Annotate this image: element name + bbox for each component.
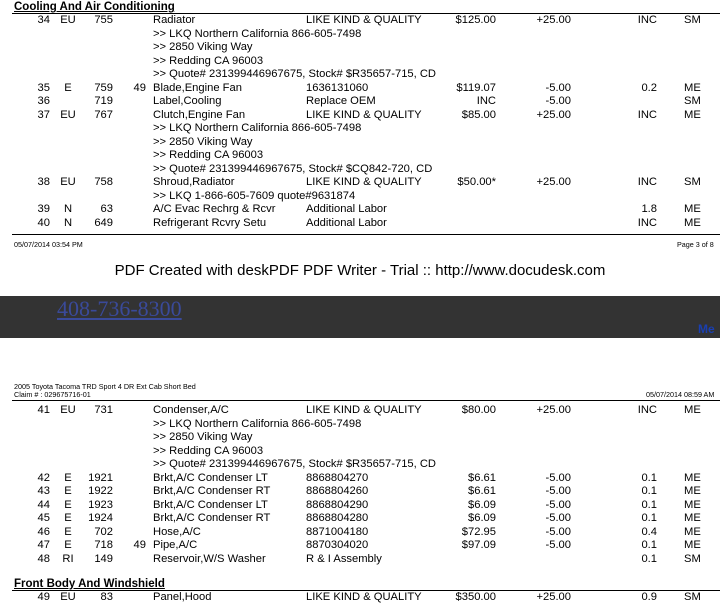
cell-hrs: 0.1 <box>641 471 657 484</box>
cell-adj: -5.00 <box>545 525 571 538</box>
cell-type: ME <box>684 498 701 511</box>
cell-mc: 1924 <box>88 512 113 524</box>
cell-part: R & I Assembly <box>306 552 382 565</box>
estimate-row <box>0 485 720 499</box>
estimate-row <box>0 109 720 123</box>
cell-mc: 63 <box>100 203 113 215</box>
cell-op: EU <box>60 108 76 121</box>
cell-op: EU <box>60 14 76 26</box>
estimate-row <box>0 591 720 605</box>
cell-desc: >> LKQ Northern California 866-605-7498 <box>153 27 362 40</box>
estimate-row <box>0 176 720 190</box>
cell-price: $97.09 <box>461 539 496 551</box>
cell-price: $6.61 <box>468 485 496 497</box>
cell-desc: Hose,A/C <box>153 525 201 538</box>
cell-part: Additional Labor <box>306 216 387 229</box>
cell-adj: +25.00 <box>536 591 571 603</box>
cell-hrs: 1.8 <box>641 203 657 215</box>
cell-part: 8868804290 <box>306 498 369 511</box>
cell-type: SM <box>684 591 701 603</box>
cell-adj: +25.00 <box>536 404 571 416</box>
cell-type: SM <box>684 176 701 188</box>
cell-price: $72.95 <box>461 525 496 538</box>
cell-price: $6.09 <box>468 512 496 524</box>
cell-mc: 83 <box>100 591 113 603</box>
cell-adj: -5.00 <box>545 81 571 94</box>
cell-hrs: 0.1 <box>641 552 657 565</box>
cell-type: ME <box>684 203 701 215</box>
cell-mc: 649 <box>94 216 113 229</box>
cell-adj: +25.00 <box>536 14 571 26</box>
cell-mc: 718 <box>94 539 113 551</box>
section-title-cooling: Cooling And Air Conditioning <box>14 1 175 13</box>
cell-line: 44 <box>37 498 50 511</box>
cell-desc: >> LKQ Northern California 866-605-7498 <box>153 122 362 134</box>
cell-part: 8868804270 <box>306 471 369 484</box>
cell-mc: 1921 <box>88 471 113 484</box>
cell-adj: -5.00 <box>545 95 571 107</box>
cell-hrs: 0.1 <box>641 512 657 524</box>
cell-op: RI <box>62 552 74 565</box>
cell-part: 1636131060 <box>306 81 369 94</box>
cell-mc: 758 <box>94 176 113 188</box>
cell-line: 43 <box>37 485 50 497</box>
cell-part: LIKE KIND & QUALITY <box>306 176 422 188</box>
cell-hrs: 0.1 <box>641 498 657 511</box>
cell-part: Additional Labor <box>306 203 387 215</box>
cell-type: SM <box>684 552 701 565</box>
cell-line: 39 <box>37 203 50 215</box>
cell-price: $6.09 <box>468 498 496 511</box>
cell-hrs: 0.4 <box>641 525 657 538</box>
estimate-row <box>0 203 720 217</box>
estimate-row <box>0 445 720 459</box>
cell-type: ME <box>684 485 701 497</box>
cell-desc: Brkt,A/C Condenser LT <box>153 498 268 511</box>
cell-type: ME <box>684 471 701 484</box>
cell-type: SM <box>684 95 701 107</box>
footer-date: 05/07/2014 03:54 PM <box>14 240 83 249</box>
estimate-row <box>0 458 720 472</box>
cell-line: 46 <box>37 525 50 538</box>
cell-op: E <box>64 485 72 497</box>
estimate-row <box>0 149 720 163</box>
claim-number: Claim # : 029675716-01 <box>14 390 91 399</box>
cell-price: $119.07 <box>456 81 496 94</box>
cell-x: 49 <box>133 539 146 551</box>
estimate-row <box>0 122 720 136</box>
estimate-row <box>0 512 720 526</box>
cell-hrs: INC <box>637 108 657 121</box>
cell-part: 8870304020 <box>306 539 369 551</box>
cell-desc: Brkt,A/C Condenser RT <box>153 485 271 497</box>
estimate-row <box>0 55 720 69</box>
cell-line: 38 <box>37 176 50 188</box>
cell-desc: A/C Evac Rechrg & Rcvr <box>153 203 276 215</box>
cell-op: EU <box>60 176 76 188</box>
cell-type: ME <box>684 539 701 551</box>
estimate-row <box>0 404 720 418</box>
cell-desc: >> 2850 Viking Way <box>153 41 253 53</box>
cell-desc: Radiator <box>153 14 196 26</box>
cell-desc: >> 2850 Viking Way <box>153 135 253 148</box>
footer-page: Page 3 of 8 <box>677 240 714 249</box>
estimate-row <box>0 499 720 513</box>
cell-line: 36 <box>37 95 50 107</box>
cell-adj: -5.00 <box>545 485 571 497</box>
cell-desc: >> Quote# 231399446967675, Stock# $R35657-715, CD <box>153 458 437 470</box>
cell-op: EU <box>60 404 76 416</box>
cell-line: 40 <box>37 216 50 229</box>
cell-part: Replace OEM <box>306 95 376 107</box>
cell-line: 41 <box>37 404 50 416</box>
cell-desc: >> LKQ 1-866-605-7609 quote#9631874 <box>153 189 356 202</box>
cell-hrs: INC <box>637 176 657 188</box>
cell-price: INC <box>476 95 496 107</box>
vehicle-description: 2005 Toyota Tacoma TRD Sport 4 DR Ext Cab Short Bed <box>14 382 196 391</box>
cell-desc: >> 2850 Viking Way <box>153 431 253 443</box>
estimate-row <box>0 14 720 28</box>
cell-desc: Brkt,A/C Condenser RT <box>153 512 271 524</box>
cell-desc: Label,Cooling <box>153 95 222 107</box>
cell-part: LIKE KIND & QUALITY <box>306 591 422 603</box>
cell-desc: Clutch,Engine Fan <box>153 108 246 121</box>
cell-type: SM <box>684 14 701 26</box>
estimate-row <box>0 190 720 204</box>
estimate-row <box>0 28 720 42</box>
footer-rule <box>12 234 720 235</box>
cell-mc: 1923 <box>88 498 113 511</box>
cell-line: 48 <box>37 552 50 565</box>
estimate-row <box>0 431 720 445</box>
cell-line: 34 <box>37 14 50 26</box>
phone-link[interactable]: 408-736-8300 <box>57 296 182 321</box>
cell-desc: >> Redding CA 96003 <box>153 54 264 67</box>
cell-desc: Reservoir,W/S Washer <box>153 552 266 565</box>
cell-line: 47 <box>37 539 50 551</box>
cell-op: N <box>63 203 73 215</box>
estimate-row <box>0 526 720 540</box>
cell-op: N <box>63 216 73 229</box>
cell-price: $50.00* <box>457 176 496 188</box>
estimate-row <box>0 136 720 150</box>
cell-desc: >> Redding CA 96003 <box>153 149 264 161</box>
estimate-row <box>0 217 720 231</box>
estimate-row <box>0 82 720 96</box>
cell-line: 45 <box>37 512 50 524</box>
cell-op: E <box>64 525 72 538</box>
cell-adj: -5.00 <box>545 539 571 551</box>
cell-desc: Refrigerant Rcvry Setu <box>153 216 267 229</box>
cell-part: LIKE KIND & QUALITY <box>306 108 422 121</box>
estimate-row <box>0 539 720 553</box>
cell-mc: 702 <box>94 525 113 538</box>
cell-desc: >> LKQ Northern California 866-605-7498 <box>153 417 362 430</box>
cell-mc: 149 <box>94 552 113 565</box>
cell-op: E <box>64 512 72 524</box>
cell-part: 8868804280 <box>306 512 369 524</box>
cell-hrs: 0.2 <box>641 81 657 94</box>
cell-desc: Brkt,A/C Condenser LT <box>153 471 268 484</box>
estimate-row <box>0 68 720 82</box>
cell-adj: +25.00 <box>536 108 571 121</box>
cell-line: 35 <box>37 81 50 94</box>
cell-op: E <box>64 539 72 551</box>
cell-desc: >> Quote# 231399446967675, Stock# $CQ842-720, CD <box>153 162 433 175</box>
cell-hrs: 0.9 <box>641 591 657 603</box>
cell-hrs: 0.1 <box>641 485 657 497</box>
cell-x: 49 <box>133 81 146 94</box>
cell-line: 42 <box>37 471 50 484</box>
estimate-row <box>0 41 720 55</box>
cell-hrs: 0.1 <box>641 539 657 551</box>
cell-desc: Pipe,A/C <box>153 539 198 551</box>
cell-price: $350.00 <box>455 591 496 603</box>
cell-price: $6.61 <box>468 471 496 484</box>
cell-part: LIKE KIND & QUALITY <box>306 404 422 416</box>
cell-line: 49 <box>37 591 50 603</box>
cell-hrs: INC <box>637 14 657 26</box>
cell-type: ME <box>684 108 701 121</box>
estimate-row <box>0 553 720 567</box>
cell-part: LIKE KIND & QUALITY <box>306 14 422 26</box>
estimate-row <box>0 472 720 486</box>
pdf-watermark-banner: PDF Created with deskPDF PDF Writer - Trial :: http://www.docudesk.com <box>114 262 606 279</box>
header-rule <box>12 400 720 401</box>
cell-op: EU <box>60 591 76 603</box>
cell-mc: 755 <box>94 14 113 26</box>
cell-desc: Condenser,A/C <box>153 404 229 416</box>
cell-type: ME <box>684 512 701 524</box>
cell-type: ME <box>684 216 701 229</box>
cell-mc: 759 <box>94 81 113 94</box>
cell-line: 37 <box>37 108 50 121</box>
cell-op: E <box>64 81 72 94</box>
cell-desc: Panel,Hood <box>153 591 212 603</box>
cell-type: ME <box>684 525 701 538</box>
cell-adj: -5.00 <box>545 512 571 524</box>
cell-mc: 719 <box>94 95 113 107</box>
cell-adj: +25.00 <box>536 176 571 188</box>
cell-price: $125.00 <box>455 14 496 26</box>
cell-desc: >> Redding CA 96003 <box>153 444 264 457</box>
estimate-row <box>0 418 720 432</box>
cell-adj: -5.00 <box>545 498 571 511</box>
estimate-row <box>0 95 720 109</box>
cell-mc: 767 <box>94 108 113 121</box>
cell-part: 8868804260 <box>306 485 369 497</box>
header-date: 05/07/2014 08:59 AM <box>646 390 715 399</box>
cell-mc: 1922 <box>88 485 113 497</box>
menu-link[interactable]: Me <box>698 322 715 336</box>
cell-type: ME <box>684 404 701 416</box>
cell-mc: 731 <box>94 404 113 416</box>
cell-desc: >> Quote# 231399446967675, Stock# $R35657-715, CD <box>153 68 437 80</box>
cell-part: 8871004180 <box>306 525 369 538</box>
cell-op: E <box>64 471 72 484</box>
cell-hrs: INC <box>637 404 657 416</box>
cell-adj: -5.00 <box>545 471 571 484</box>
cell-price: $85.00 <box>461 108 496 121</box>
cell-desc: Shroud,Radiator <box>153 176 235 188</box>
cell-price: $80.00 <box>461 404 496 416</box>
section-title-front-body: Front Body And Windshield <box>14 578 165 590</box>
estimate-row <box>0 163 720 177</box>
cell-type: ME <box>684 81 701 94</box>
cell-desc: Blade,Engine Fan <box>153 81 242 94</box>
cell-hrs: INC <box>637 216 657 229</box>
cell-op: E <box>64 498 72 511</box>
